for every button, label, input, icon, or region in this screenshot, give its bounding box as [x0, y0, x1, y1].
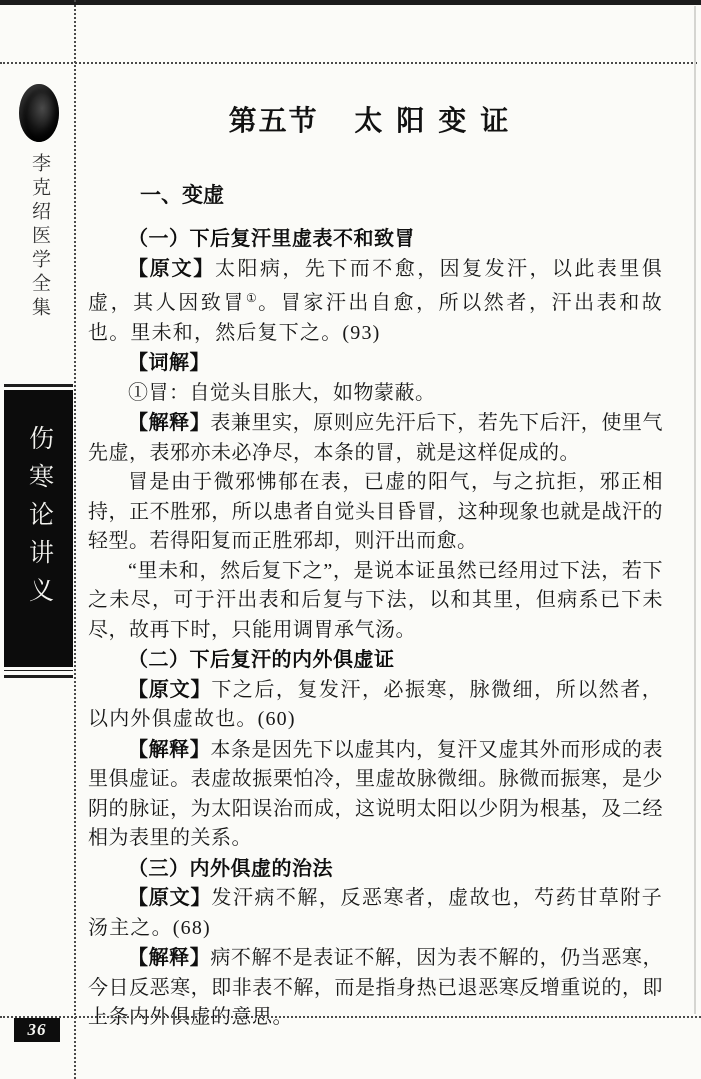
paragraph	[88, 735, 663, 854]
paragraph-text: ①	[245, 291, 259, 305]
paragraph	[88, 379, 663, 409]
footer-dotted-rule	[0, 1016, 701, 1018]
section-number: 第五节	[228, 104, 319, 137]
paragraph	[88, 675, 663, 735]
double-rule-bottom	[4, 670, 73, 678]
paragraph	[88, 408, 663, 468]
paragraph	[88, 348, 663, 379]
paragraph-label: 【原文】	[128, 885, 212, 909]
paragraph	[88, 557, 663, 646]
body-text	[88, 224, 663, 1033]
book-title-box	[4, 390, 73, 667]
section-title: 太阳变证	[354, 104, 523, 137]
paragraph-text: （一）下后复汗里虚表不和致冒	[128, 226, 415, 250]
clause-heading	[88, 645, 663, 675]
paragraph-text: 本条是因先下以虚其内，复汗又虚其外而形成的表里俱虚证。表虚故振栗怕冷，里虚故脉微细。脉微而振寒，是少阴的脉证，为太阳误治而成，这说明太阳以少阴为根基，及二经相为表里的关系。	[88, 738, 664, 849]
clause-heading	[88, 854, 663, 884]
paragraph-text: “里未和，然后复下之”，是说本证虽然已经用过下法，若下之未尽，可于汗出表和后复与下法，以和其里，但病系已下未尽，故再下时，只能用调胃承气汤。	[88, 559, 663, 641]
paragraph-text: 太阳病，先下而不愈，因复发汗，以此表里俱虚，其人因致冒	[88, 257, 664, 314]
vertical-fold-dotted-line	[74, 0, 76, 1079]
page-number-badge: 36	[14, 1018, 60, 1042]
paragraph-label: 【解释】	[128, 736, 211, 761]
page-edge-shadow	[694, 6, 696, 1014]
book-title-vertical: 伤寒论讲义	[25, 424, 53, 615]
page-content	[88, 0, 663, 1033]
section-heading	[88, 104, 663, 138]
paragraph-label: 【词解】	[128, 350, 210, 374]
subsection-heading: 一、变虚	[140, 183, 224, 207]
paragraph-label: 【解释】	[128, 410, 211, 434]
paragraph-text: 。冒家汗出自愈，所以然者，汗出表和故也。里未和，然后复下之。(93)	[88, 292, 663, 344]
paragraph-label: 【原文】	[128, 255, 216, 280]
paragraph-text: （二）下后复汗的内外俱虚证	[128, 647, 395, 671]
paragraph	[88, 254, 663, 349]
paragraph-text: （三）内外俱虚的治法	[128, 855, 333, 880]
paragraph	[88, 883, 663, 943]
paragraph-text: 下之后，复发汗，必振寒，脉微细，所以然者，以内外俱虚故也。(60)	[88, 678, 664, 730]
paragraph-label: 【解释】	[128, 945, 211, 969]
paragraph-label: 【原文】	[128, 676, 212, 701]
paragraph	[88, 468, 663, 557]
clause-heading	[88, 224, 663, 254]
paragraph	[88, 943, 663, 1033]
paragraph-text: 冒是由于微邪怫郁在表，已虚的阳气，与之抗拒，邪正相持，正不胜邪，所以患者自觉头目昏冒，这种现象也就是战汗的轻型。若得阳复而正胜邪却，则汗出而愈。	[88, 471, 663, 552]
paragraph-text: 表兼里实，原则应先汗后下，若先下后汗，使里气先虚，表邪亦未必净尽，本条的冒，就是这样促成的。	[88, 412, 664, 464]
series-title-vertical: 李克绍医学全集	[29, 153, 50, 321]
paragraph-text: ①冒：自觉头目胀大，如物蒙蔽。	[128, 381, 436, 404]
paragraph-text: 病不解不是表证不解，因为表不解的，仍当恶寒，今日反恶寒，即非表不解，而是指身热已退恶寒反增重说的，即上条内外俱虚的意思。	[88, 947, 664, 1028]
publisher-seal-icon	[19, 84, 59, 142]
paragraph-text: 发汗病不解，反恶寒者，虚故也，芍药甘草附子汤主之。(68)	[88, 887, 664, 939]
